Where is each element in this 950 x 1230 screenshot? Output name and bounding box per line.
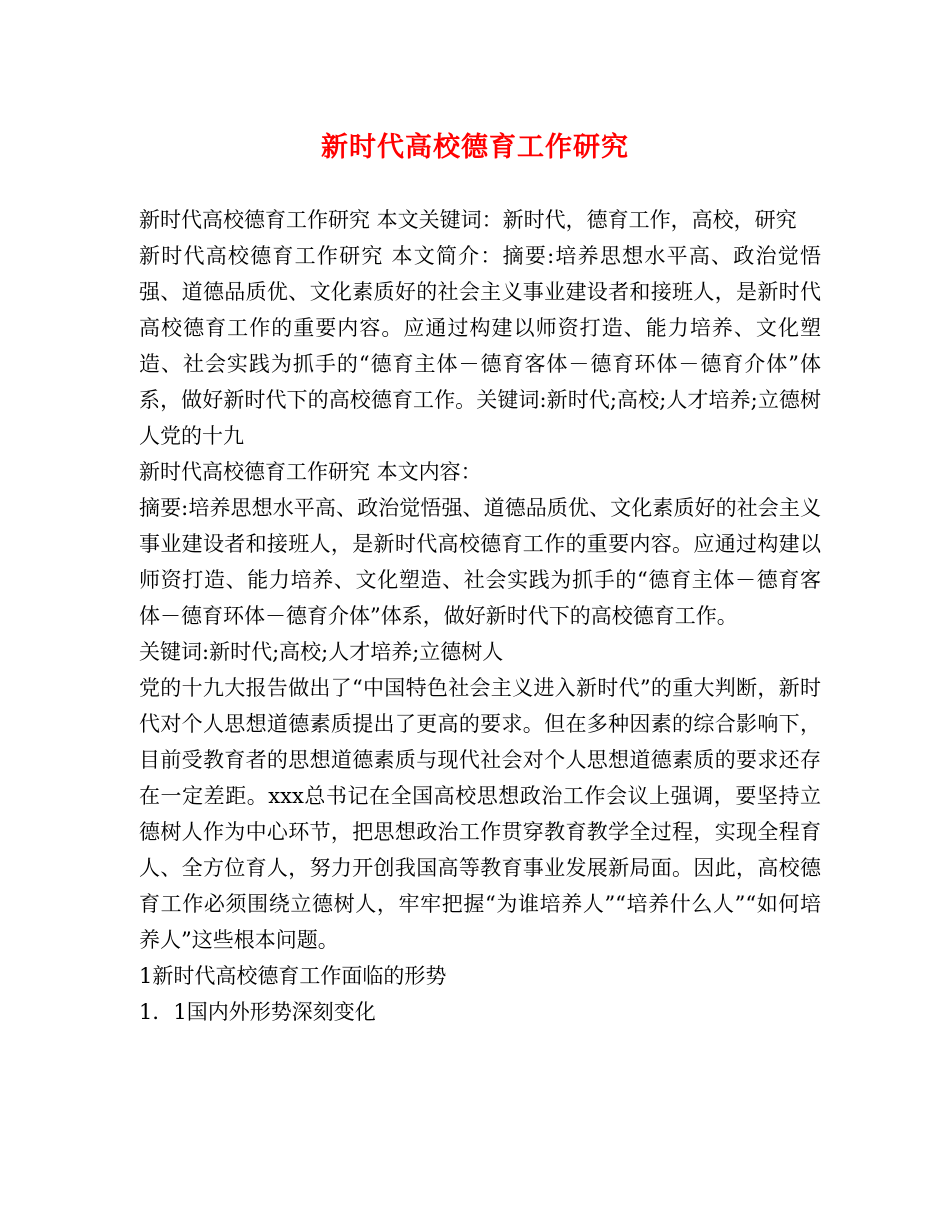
keywords-line: 关键词:新时代;高校;人才培养;立德树人	[139, 640, 504, 664]
document-title: 新时代高校德育工作研究	[321, 132, 629, 163]
summary-paragraph: 新时代高校德育工作研究 本文简介：摘要:培养思想水平高、政治觉悟强、道德品质优、文化素质好的社会主义事业建设者和接班人，是新时代高校德育工作的重要内容。应通过构建以师资打造、能力培养、文化塑造、社会实践为抓手的“德育主体－德育客体－德育环体－德育介体”体系，做好新时代下的高校德育工作。关键词:新时代;高校;人才培养;立德树人党的十九	[139, 244, 821, 448]
document-body	[139, 202, 821, 1030]
section-heading: 1新时代高校德育工作面临的形势	[139, 964, 447, 988]
subsection-heading: 1．1国内外形势深刻变化	[139, 1000, 376, 1024]
abstract-paragraph: 摘要:培养思想水平高、政治觉悟强、道德品质优、文化素质好的社会主义事业建设者和接班人，是新时代高校德育工作的重要内容。应通过构建以师资打造、能力培养、文化塑造、社会实践为抓手的“德育主体－德育客体－德育环体－德育介体”体系，做好新时代下的高校德育工作。	[139, 496, 821, 628]
content-heading: 新时代高校德育工作研究 本文内容：	[139, 460, 482, 484]
intro-paragraph: 党的十九大报告做出了“中国特色社会主义进入新时代”的重大判断，新时代对个人思想道德素质提出了更高的要求。但在多种因素的综合影响下，目前受教育者的思想道德素质与现代社会对个人思想道德素质的要求还存在一定差距。xxx总书记在全国高校思想政治工作会议上强调，要坚持立德树人作为中心环节，把思想政治工作贯穿教育教学全过程，实现全程育人、全方位育人，努力开创我国高等教育事业发展新局面。因此，高校德育工作必须围绕立德树人，牢牢把握“为谁培养人”“培养什么人”“如何培养人”这些根本问题。	[139, 676, 821, 952]
keywords-paragraph: 新时代高校德育工作研究 本文关键词：新时代，德育工作，高校，研究	[139, 208, 797, 232]
